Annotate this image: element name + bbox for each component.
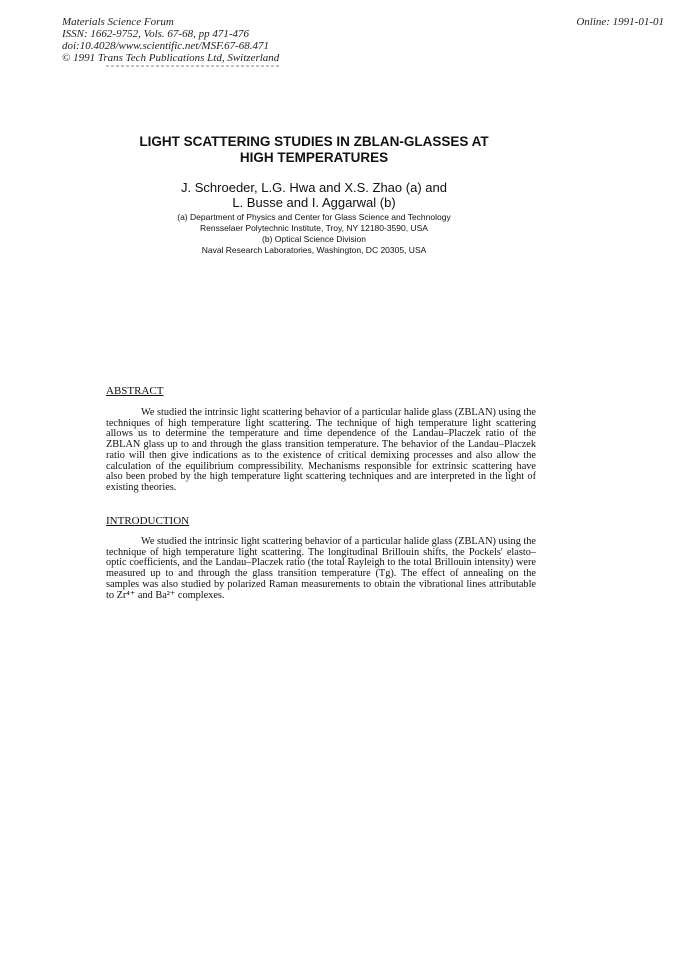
affiliation-line: (b) Optical Science Division — [262, 234, 366, 244]
copyright-line: © 1991 Trans Tech Publications Ltd, Switzerland — [62, 52, 280, 64]
issn-line: ISSN: 1662-9752, Vols. 67-68, pp 471-476 — [62, 28, 249, 40]
affiliation-line: (a) Department of Physics and Center for Glass Science and Technology — [177, 212, 451, 222]
scan-artifact — [106, 65, 281, 67]
paper-title — [0, 134, 628, 166]
doi-line: doi:10.4028/www.scientific.net/MSF.67-68.471 — [62, 40, 270, 52]
authors — [0, 180, 628, 210]
journal-citation — [62, 16, 279, 64]
author-line: L. Busse and I. Aggarwal (b) — [232, 195, 396, 210]
affiliation-line: Rensselaer Polytechnic Institute, Troy, NY 12180-3590, USA — [200, 223, 428, 233]
introduction-text: We studied the intrinsic light scattering behavior of a particular halide glass (ZBLAN) using the technique of high temperature light scattering. The longitudinal Brillouin shifts, the Pockels' elasto–optic coefficients, and the Landau–Placzek ratio (the total Rayleigh to the total Brillouin intensity) were measured up to and through the glass transition temperature (Tg). The effect of annealing on the samples was also studied by polarized Raman measurements to obtain the vibrational lines attributable to Zr⁴⁺ and Ba²⁺ complexes. — [106, 536, 536, 601]
journal-name: Materials Science Forum — [62, 16, 174, 28]
abstract-heading: ABSTRACT — [106, 385, 164, 397]
affiliations — [0, 212, 628, 256]
abstract-text: We studied the intrinsic light scattering behavior of a particular halide glass (ZBLAN) using the techniques of high temperature light scattering. The technique of high temperature light scattering allows us to determine the temperature and time dependence of the Landau–Placzek ratio of the ZBLAN glass up to and through the glass transition temperature. The behavior of the Landau–Placzek ratio will then give indications as to the existence of critical demixing processes and also allow the calculation of the equilibrium compressibility. Mechanisms responsible for extrinsic scattering have also been probed by the high temperature light scattering techniques and are interpreted in the light of existing theories. — [106, 407, 536, 493]
online-date: Online: 1991-01-01 — [576, 16, 664, 28]
introduction-body — [106, 537, 536, 601]
abstract-body — [106, 408, 536, 494]
title-line: HIGH TEMPERATURES — [239, 150, 389, 165]
title-line: LIGHT SCATTERING STUDIES IN ZBLAN-GLASSES AT — [139, 134, 489, 149]
introduction-heading: INTRODUCTION — [106, 515, 190, 527]
author-line: J. Schroeder, L.G. Hwa and X.S. Zhao (a) and — [181, 180, 447, 195]
affiliation-line: Naval Research Laboratories, Washington, DC 20305, USA — [201, 245, 427, 255]
